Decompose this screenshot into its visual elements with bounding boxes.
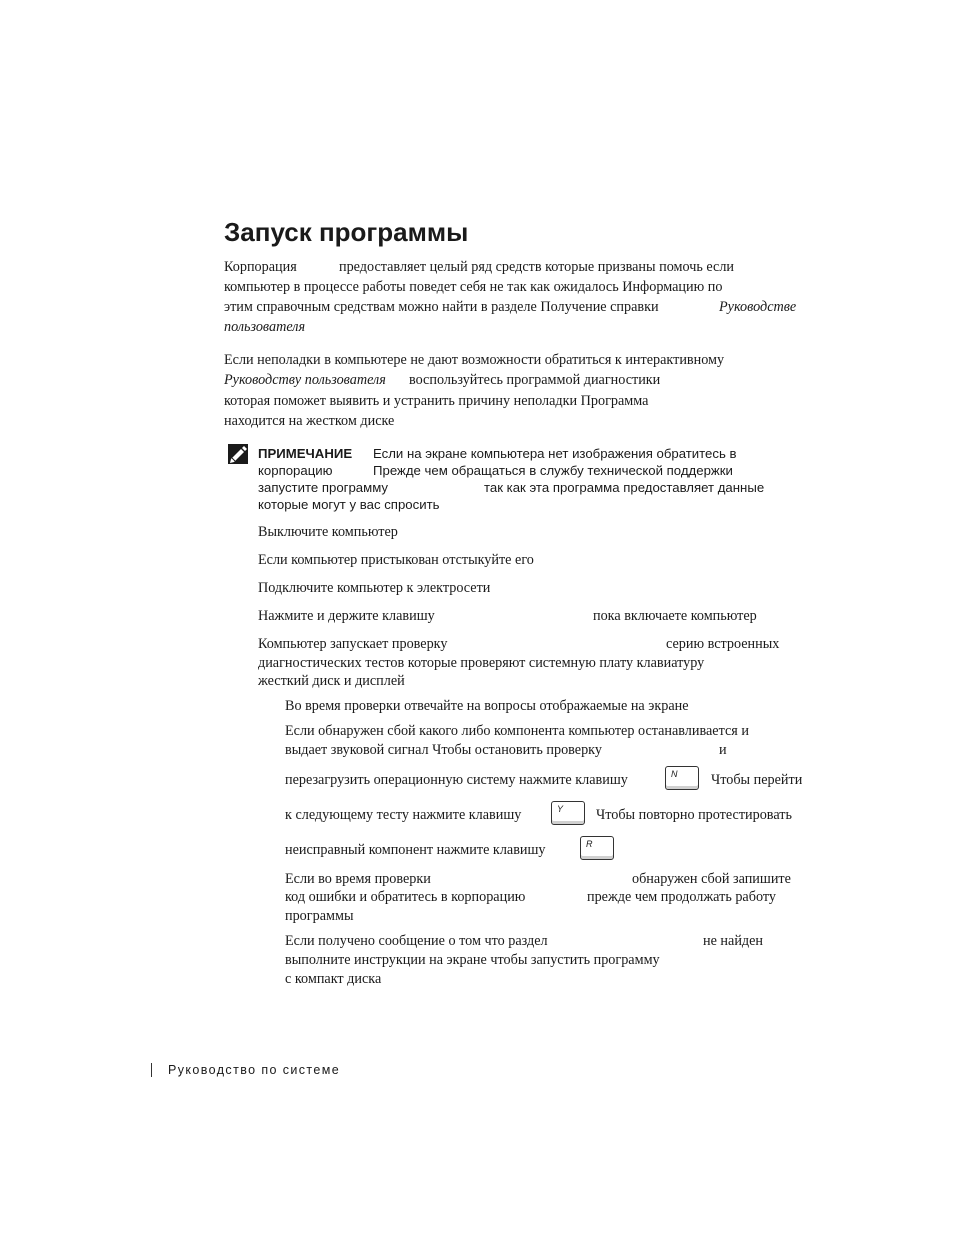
bullet-2-line4b: Чтобы повторно протестировать bbox=[596, 807, 792, 823]
bullet-3-line1a: Если во время проверки bbox=[285, 871, 431, 887]
page-title: Запуск программы bbox=[224, 217, 469, 247]
step-3: Подключите компьютер к электросети bbox=[258, 580, 491, 596]
step-5-line3: жесткий диск и дисплей bbox=[258, 673, 405, 689]
footer-separator bbox=[151, 1063, 152, 1077]
bullet-2-line5: неисправный компонент нажмите клавишу bbox=[285, 842, 546, 858]
bullet-4-line3: с компакт диска bbox=[285, 971, 382, 987]
step-5b: серию встроенных bbox=[666, 636, 780, 652]
note-line2a: корпорацию bbox=[258, 463, 333, 478]
bullet-3-line3: программы bbox=[285, 908, 354, 924]
step-5-line2: диагностических тестов которые проверяют системную плату клавиатуру bbox=[258, 655, 705, 671]
para2-line1: Если неполадки в компьютере не дают возможности обратиться к интерактивному bbox=[224, 352, 725, 368]
bullet-2-line2b: и bbox=[719, 742, 727, 758]
bullet-1: Во время проверки отвечайте на вопросы отображаемые на экране bbox=[285, 698, 689, 714]
bullet-2-line1: Если обнаружен сбой какого либо компонента компьютер останавливается и bbox=[285, 723, 749, 739]
note-line2b: Прежде чем обращаться в службу технической поддержки bbox=[373, 463, 733, 478]
note-line3a: запустите программу bbox=[258, 480, 389, 495]
note-line1: Если на экране компьютера нет изображения обратитесь в bbox=[373, 446, 737, 461]
bullet-4-line1a: Если получено сообщение о том что раздел bbox=[285, 933, 548, 949]
para1-line3a: этим справочным средствам можно найти в разделе Получение справки bbox=[224, 299, 659, 315]
key-r: R bbox=[580, 836, 614, 860]
para2-line2b: воспользуйтесь программой диагностики bbox=[409, 372, 661, 388]
bullet-3-line2b: прежде чем продолжать работу bbox=[587, 889, 776, 905]
bullet-4-line2: выполните инструкции на экране чтобы запустить программу bbox=[285, 952, 660, 968]
page-footer: Руководство по системе bbox=[168, 1063, 341, 1077]
step-4b: пока включаете компьютер bbox=[593, 608, 757, 624]
bullet-3-line1b: обнаружен сбой запишите bbox=[632, 871, 791, 887]
para1-line1a: Корпорация bbox=[224, 259, 297, 275]
para1-line2: компьютер в процессе работы поведет себя не так как ожидалось Информацию по bbox=[224, 279, 723, 295]
para1-line1b: предоставляет целый ряд средств которые призваны помочь если bbox=[339, 259, 734, 275]
para2-line3: которая поможет выявить и устранить причину неполадки Программа bbox=[224, 393, 649, 409]
key-n: N bbox=[665, 766, 699, 790]
bullet-2-line3a: перезагрузить операционную систему нажмите клавишу bbox=[285, 772, 628, 788]
bullet-2-line2a: выдает звуковой сигнал Чтобы остановить проверку bbox=[285, 742, 602, 758]
bullet-2-line3b: Чтобы перейти bbox=[711, 772, 803, 788]
note-pencil-icon bbox=[228, 444, 248, 464]
note-label: ПРИМЕЧАНИЕ bbox=[258, 446, 353, 461]
note-line3b: так как эта программа предоставляет данные bbox=[484, 480, 765, 495]
bullet-3-line2a: код ошибки и обратитесь в корпорацию bbox=[285, 889, 526, 905]
para2-line2a: Руководству пользователя bbox=[224, 372, 386, 388]
para2-line4: находится на жестком диске bbox=[224, 413, 395, 429]
bullet-4-line1b: не найден bbox=[703, 933, 764, 949]
step-4a: Нажмите и держите клавишу bbox=[258, 608, 435, 624]
key-y: Y bbox=[551, 801, 585, 825]
bullet-2-line4a: к следующему тесту нажмите клавишу bbox=[285, 807, 522, 823]
note-line4: которые могут у вас спросить bbox=[258, 497, 440, 512]
step-2: Если компьютер пристыкован отстыкуйте его bbox=[258, 552, 534, 568]
para1-line4: пользователя bbox=[224, 319, 306, 335]
step-5a: Компьютер запускает проверку bbox=[258, 636, 448, 652]
step-1: Выключите компьютер bbox=[258, 524, 398, 540]
para1-line3b: Руководстве bbox=[719, 299, 797, 315]
